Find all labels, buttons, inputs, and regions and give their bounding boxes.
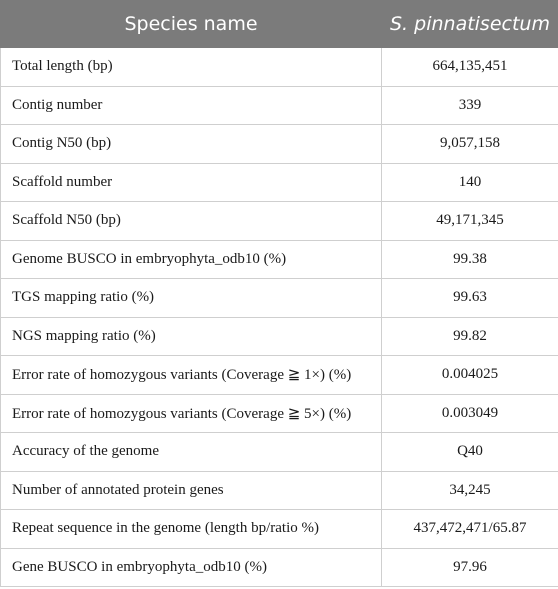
header-species-value: S. pinnatisectum [382,1,558,48]
row-value: 664,135,451 [382,48,558,87]
row-label: Total length (bp) [1,48,382,87]
row-label: Number of annotated protein genes [1,471,382,510]
table-row [1,433,558,472]
row-value: 99.82 [382,317,558,356]
row-label: Genome BUSCO in embryophyta_odb10 (%) [1,240,382,279]
table-row [1,125,558,164]
row-value: 99.38 [382,240,558,279]
table-row [1,394,558,433]
row-value: Q40 [382,433,558,472]
row-value: 0.004025 [382,356,558,395]
row-value: 99.63 [382,279,558,318]
row-label: Error rate of homozygous variants (Coverage ≧ 5×) (%) [1,394,382,433]
row-value: 140 [382,163,558,202]
row-label: NGS mapping ratio (%) [1,317,382,356]
table-row [1,279,558,318]
row-label: Scaffold N50 (bp) [1,202,382,241]
row-label: TGS mapping ratio (%) [1,279,382,318]
row-value: 97.96 [382,548,558,587]
row-label: Repeat sequence in the genome (length bp/ratio %) [1,510,382,549]
table-row [1,240,558,279]
table-row [1,356,558,395]
row-value: 9,057,158 [382,125,558,164]
row-label: Error rate of homozygous variants (Coverage ≧ 1×) (%) [1,356,382,395]
row-label: Contig N50 (bp) [1,125,382,164]
table-row [1,471,558,510]
row-value: 49,171,345 [382,202,558,241]
row-label: Gene BUSCO in embryophyta_odb10 (%) [1,548,382,587]
row-value: 0.003049 [382,394,558,433]
header-species-name: Species name [1,1,382,48]
table-row [1,202,558,241]
table-row [1,510,558,549]
table-header-row [1,1,558,48]
table-row [1,86,558,125]
row-value: 437,472,471/65.87 [382,510,558,549]
row-label: Scaffold number [1,163,382,202]
row-value: 339 [382,86,558,125]
row-label: Accuracy of the genome [1,433,382,472]
row-label: Contig number [1,86,382,125]
table-row [1,317,558,356]
table-row [1,163,558,202]
table-row [1,48,558,87]
row-value: 34,245 [382,471,558,510]
table-row [1,548,558,587]
